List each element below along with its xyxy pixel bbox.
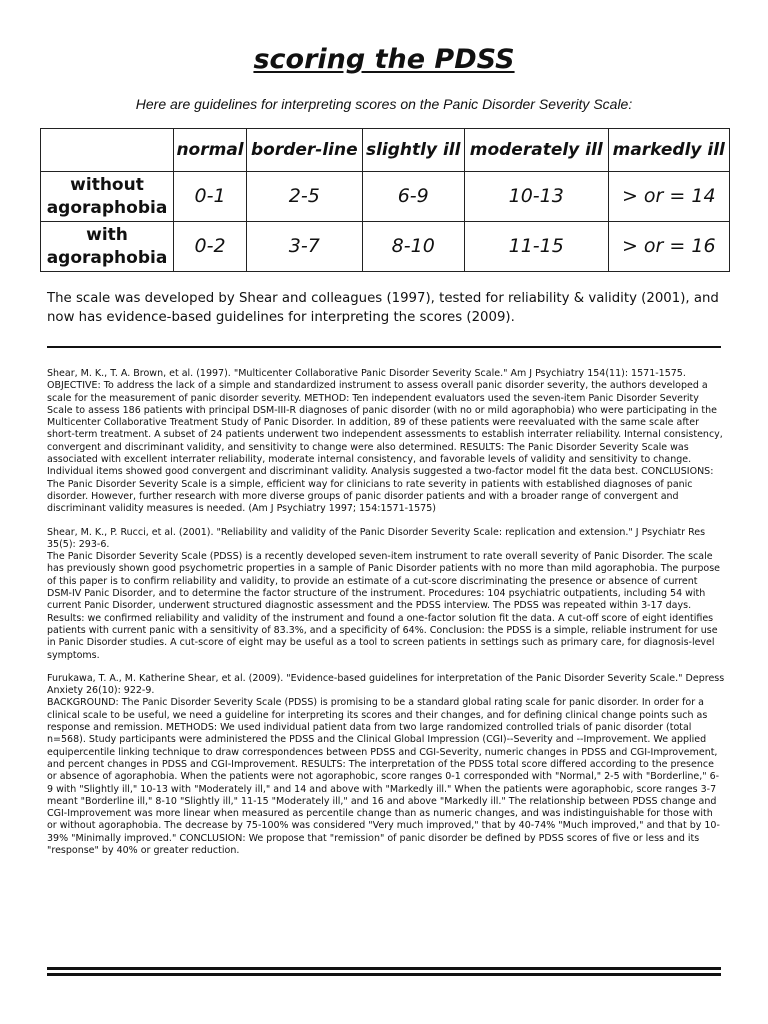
score-cell: 3-7 <box>247 222 362 272</box>
score-cell: 11-15 <box>464 222 608 272</box>
reference-citation: Shear, M. K., T. A. Brown, et al. (1997). "Multicenter Collaborative Panic Disorder Severity Scale." Am J Psychiatry 154(11): 1571-1575. <box>47 368 686 379</box>
reference-abstract: OBJECTIVE: To address the lack of a simple and standardized instrument to assess overall panic disorder severity, the authors developed a scale for the measurement of panic disorder severity. METHOD: Ten independent evaluators used the seven-item Panic Disorder Severity Scale to assess 186 patients with principal DSM-III-R diagnoses of panic disorder (with no or mild agoraphobia) who were participating in the Multicenter Collaborative Treatment Study of Panic Disorder. In addition, 89 of these patients were reevaluated with the same scale after short-term treatment. A subset of 24 patients underwent two independent assessments to establish interrater reliability. Internal consistency, convergent and discriminant validity, and sensitivity to change were also determined. RESULTS: The Panic Disorder Severity Scale was associated with excellent interrater reliability, moderate internal consistency, and favorable levels of validity and sensitivity to change. Individual items showed good convergent and discriminant validity. Analysis suggested a two-factor model fit the data best. CONCLUSIONS: The Panic Disorder Severity Scale is a simple, efficient way for clinicians to rate severity in patients with established diagnoses of panic disorder. However, further research with more diverse groups of panic disorder patients and with a broader range of convergent and discriminant validity measures is needed. (Am J Psychiatry 1997; 154:1571-1575) <box>47 380 723 515</box>
page-subtitle: Here are guidelines for interpreting scores on the Panic Disorder Severity Scale: <box>135 96 633 112</box>
score-cell: 8-10 <box>362 222 464 272</box>
col-header-borderline: border-line <box>247 129 362 172</box>
score-cell: > or = 14 <box>608 172 729 222</box>
divider-bottom-upper <box>47 967 721 970</box>
score-cell: 6-9 <box>362 172 464 222</box>
score-table-header-row <box>41 129 730 172</box>
score-cell: 10-13 <box>464 172 608 222</box>
summary-paragraph: The scale was developed by Shear and colleagues (1997), tested for reliability & validity (2001), and now has evidence-based guidelines for interpreting the scores (2009). <box>47 291 719 325</box>
row-label-with-agoraphobia: with agoraphobia <box>41 222 174 272</box>
score-cell: 0-1 <box>174 172 247 222</box>
row-label-without-agoraphobia: without agoraphobia <box>41 172 174 222</box>
reference-entry <box>47 368 725 516</box>
reference-entry <box>47 527 725 662</box>
divider-bottom-lower <box>47 973 721 976</box>
reference-citation: Furukawa, T. A., M. Katherine Shear, et al. (2009). "Evidence-based guidelines for interpretation of the Panic Disorder Severity Scale." Depress Anxiety 26(10): 922-9. <box>47 672 725 697</box>
reference-abstract: BACKGROUND: The Panic Disorder Severity Scale (PDSS) is promising to be a standard global rating scale for panic disorder. In order for a clinical scale to be useful, we need a guideline for interpreting its scores and their changes, and for defining clinical change points such as response and remission. METHODS: We used individual patient data from two large randomized controlled trials of panic disorder (total n=568). Study participants were administered the PDSS and the Clinical Global Impression (CGI)--Severity and --Improvement. We applied equipercentile linking technique to draw correspondences between PDSS and CGI-Severity, numeric changes in PDSS and CGI-Improvement, and percent changes in PDSS and CGI-Improvement. RESULTS: The interpretation of the PDSS total score differed according to the presence or absence of agoraphobia. When the patients were not agoraphobic, score ranges 0-1 corresponded with "Normal," 2-5 with "Borderline," 6-9 with "Slightly ill," 10-13 with "Moderately ill," and 14 and above with "Markedly ill." When the patients were agoraphobic, score ranges 3-7 meant "Borderline ill," 8-10 "Slightly ill," 11-15 "Moderately ill," and 16 and above "Markedly ill." The relationship between PDSS change and CGI-Improvement was more linear when measured as percentile change than as numeric changes, and was indistinguishable for those with or without agoraphobia. The decrease by 75-100% was considered "Very much improved," that by 40-74% "Much improved," and that by 10-39% "Minimally improved." CONCLUSION: We propose that "remission" of panic disorder be defined by PDSS scores of five or less and its "response" by 40% or greater reduction. <box>47 697 720 856</box>
col-header-slightly-ill: slightly ill <box>362 129 464 172</box>
score-table <box>40 128 730 272</box>
reference-entry <box>47 673 725 857</box>
score-table-row <box>41 222 730 272</box>
score-cell: 2-5 <box>247 172 362 222</box>
page-title: scoring the PDSS <box>253 44 515 75</box>
col-header-normal: normal <box>174 129 247 172</box>
reference-citation: Shear, M. K., P. Rucci, et al. (2001). "Reliability and validity of the Panic Disorder Severity Scale: replication and extension." J Psychiatr Res 35(5): 293-6. <box>47 526 706 550</box>
score-cell: > or = 16 <box>608 222 729 272</box>
references-section <box>47 368 725 868</box>
corner-cell <box>41 129 174 172</box>
score-cell: 0-2 <box>174 222 247 272</box>
col-header-markedly-ill: markedly ill <box>608 129 729 172</box>
col-header-moderately-ill: moderately ill <box>464 129 608 172</box>
reference-abstract: The Panic Disorder Severity Scale (PDSS) is a recently developed seven-item instrument to rate overall severity of Panic Disorder. The scale has previously shown good psychometric properties in a sample of Panic Disorder patients with no more than mild agoraphobia. The purpose of this paper is to confirm reliability and validity, to provide an estimate of a cut-score discriminating the presence or absence of current DSM-IV Panic Disorder, and to determine the factor structure of the instrument. Procedures: 104 psychiatric outpatients, including 54 with current Panic Disorder, underwent structured diagnostic assessment and the PDSS interview. The PDSS was repeated within 3-17 days. Results: we confirmed reliability and validity of the instrument and found a one-factor solution fit the data. A cut-off score of eight identifies patients with current panic with a sensitivity of 83.3%, and a specificity of 64%. Conclusion: the PDSS is a simple, reliable instrument for use in Panic Disorder studies. A cut-score of eight may be useful as a tool to screen patients in settings such as primary care, for diagnosis-level symptoms. <box>47 551 721 661</box>
divider-top <box>47 346 721 348</box>
score-table-row <box>41 172 730 222</box>
